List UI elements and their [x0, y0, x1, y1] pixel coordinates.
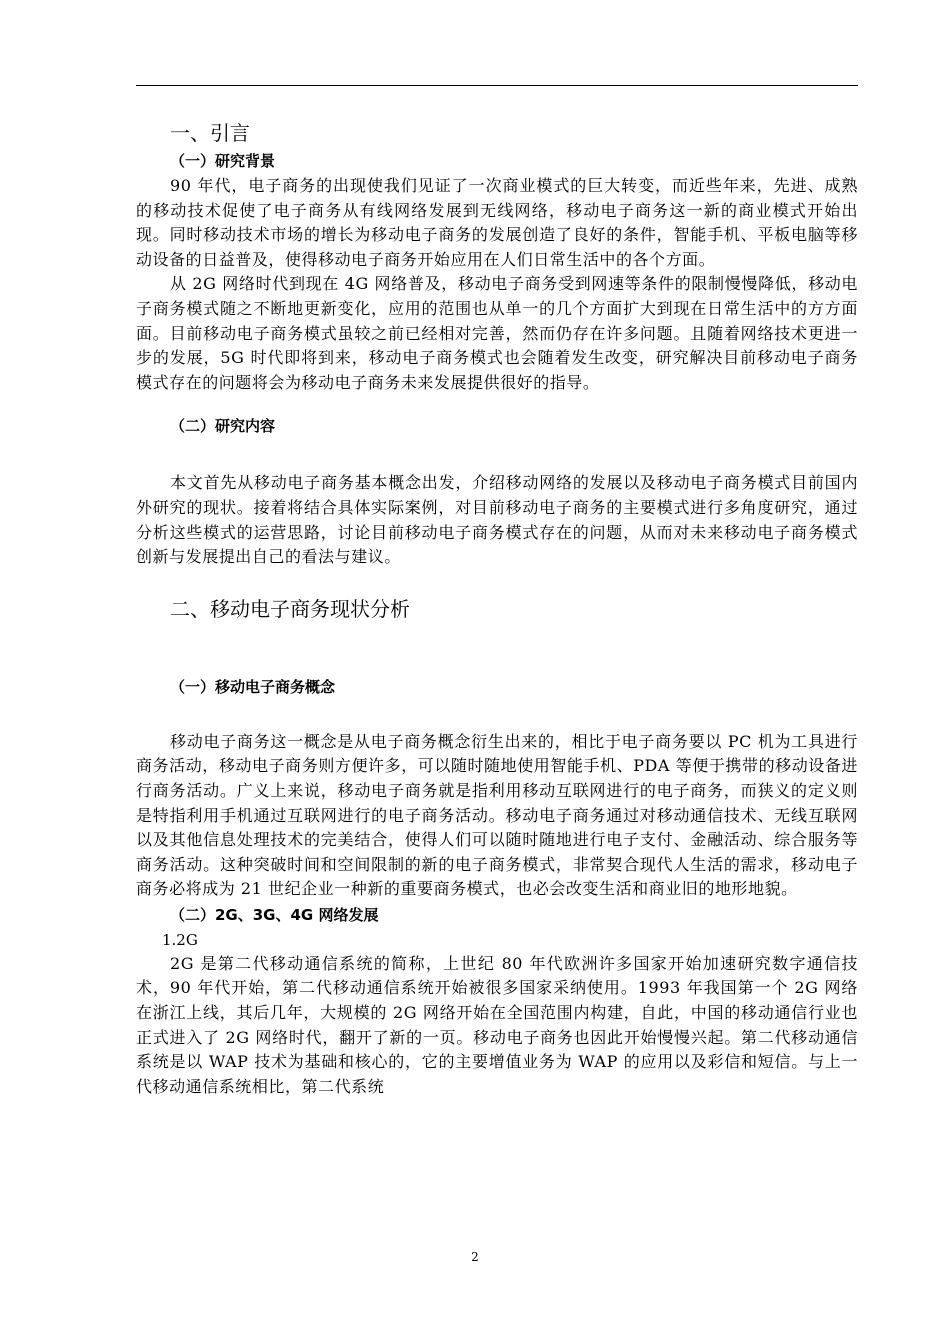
- document-body: [136, 118, 858, 1099]
- heading-mobile-commerce-concept: （一）移动电子商务概念: [170, 677, 336, 696]
- heading-network-development: （二）2G、3G、4G 网络发展: [170, 905, 379, 924]
- heading-research-background: （一）研究背景: [170, 152, 276, 170]
- paragraph-concept: 移动电子商务这一概念是从电子商务概念衍生出来的，相比于电子商务要以 PC 机为工具进行商务活动，移动电子商务则方便许多，可以随时随地使用智能手机、PDA 等便于携带的移动设备进行商务活动。广义上来说，移动电子商务就是指利用移动互联网进行的电子商务，而狭义的定义则是特指利用手机通过互联网进行的电子商务活动。移动电子商务通过对移动通信技术、无线互联网以及其他信息处理技术的完美结合，使得人们可以随时随地进行电子支付、金融活动、综合服务等商务活动。这种突破时间和空间限制的新的电子商务模式，非常契合现代人生活的需求，移动电子商务必将成为 21 世纪企业一种新的重要商务模式，也必会改变生活和商业旧的地形地貌。: [136, 731, 858, 899]
- heading-status-analysis: 二、移动电子商务现状分析: [170, 596, 410, 621]
- paragraph-2g: 2G 是第二代移动通信系统的简称，上世纪 80 年代欧洲许多国家开始加速研究数字通信技术，90 年代开始，第二代移动通信系统开始被很多国家采纳使用。1993 年我国第一个 2G 网络在浙江上线，其后几年，大规模的 2G 网络开始在全国范围内构建，自此，中国的移动通信行业也正式进入了 2G 网络时代，翻开了新的一页。移动电子商务也因此开始慢慢兴起。第二代移动通信系统是以 WAP 技术为基础和核心的，它的主要增值业务为 WAP 的应用以及彩信和短信。与上一代移动通信系统相比，第二代系统: [136, 953, 858, 1096]
- paragraph-background-1: 90 年代，电子商务的出现使我们见证了一次商业模式的巨大转变，而近些年来，先进、成熟的移动技术促使了电子商务从有线网络发展到无线网络，移动电子商务这一新的商业模式开始出现。同时移动技术市场的增长为移动电子商务的发展创造了良好的条件，智能手机、平板电脑等移动设备的日益普及，使得移动电子商务开始应用在人们日常生活中的各个方面。: [136, 176, 858, 269]
- heading-research-content: （二）研究内容: [170, 417, 276, 436]
- paragraph-background-2: 从 2G 网络时代到现在 4G 网络普及，移动电子商务受到网速等条件的限制慢慢降低，移动电子商务模式随之不断地更新变化，应用的范围也从单一的几个方面扩大到现在日常生活中的方方面面。目前移动电子商务模式虽较之前已经相对完善，然而仍存在许多问题。且随着网络技术更进一步的发展，5G 时代即将到来，移动电子商务模式也会随着发生改变，研究解决目前移动电子商务模式存在的问题将会为移动电子商务未来发展提供很好的指导。: [136, 274, 858, 392]
- header-rule: [136, 85, 858, 86]
- heading-introduction: 一、引言: [170, 121, 250, 145]
- page-number: 2: [471, 1250, 479, 1264]
- paragraph-research-content: 本文首先从移动电子商务基本概念出发，介绍移动网络的发展以及移动电子商务模式目前国内外研究的现状。接着将结合具体实际案例，对目前移动电子商务的主要模式进行多角度研究，通过分析这些模式的运营思路，讨论目前移动电子商务模式存在的问题，从而对未来移动电子商务模式创新与发展提出自己的看法与建议。: [136, 473, 858, 567]
- subheading-2g: 1.2G: [162, 930, 198, 949]
